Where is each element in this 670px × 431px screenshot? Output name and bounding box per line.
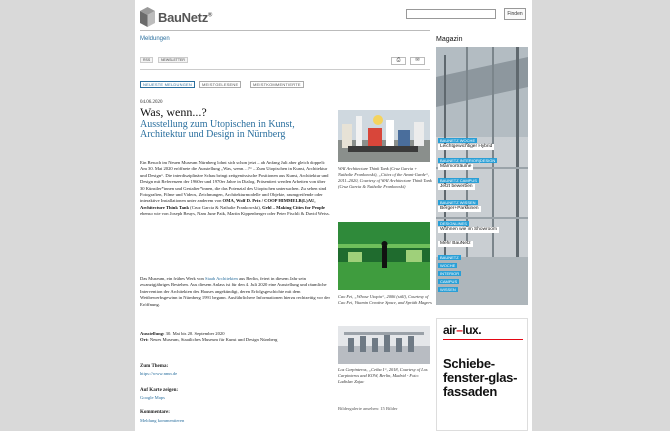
logo-wordmark: BauNetz® xyxy=(158,10,213,25)
search-button[interactable]: Finden xyxy=(504,8,526,20)
link-nmn[interactable]: https://www.nmn.de xyxy=(140,371,178,376)
link-staab-architekten[interactable]: Staab Architekten xyxy=(205,276,238,281)
header-divider xyxy=(140,30,430,31)
article-date: 04.06.2020 xyxy=(140,100,163,105)
magazin-heading: Magazin xyxy=(436,36,463,43)
rss-button[interactable]: RSS xyxy=(140,57,153,63)
article-paragraph-1: Ein Besuch im Neuen Museum Nürnberg lohnt sich schon jetzt – ab Anfang Juli aber gleich doppelt: Am 30. Mai 2020 eröffnete die Ausstellung „Was, wenn…?“ – Zum Utopischen in Kunst, Architektur und Design“. Die interdisziplinäre Schau bringt zeitgenössische Positionen aus Kunst, Architektur und Design mit Referenzen der 1960er und 1970er Jahre in Dialog. Präsentiert werden Arbeiten von über 30 Künstler*innen und Gestalter*innen, die das Potenzial des Utopischen untersuchen. Zu sehen sind Fotografien, Filme und Videos, Zeichnungen, Architekturmodelle und Objekte, raumgreifende oder interaktive Installationen unter anderem von OMA, Wolf D. Prix / COOP HIMMELB(L)AU, Architecture Think Tank (Cruz Garcia & Nathalie Frankowski), Gehl – Making Cities for People ebenso wie von Joseph Beuys, Nam June Paik, Martin Kippenberger oder Peter Fischli & David Weiss. xyxy=(140,160,330,217)
kommentare-label: Kommentare: xyxy=(140,410,170,415)
image-cao-fei[interactable] xyxy=(338,222,430,290)
ad-headline: Schiebe-fenster-glas-fassaden xyxy=(443,356,518,399)
link-google-maps[interactable]: Google Maps xyxy=(140,395,165,400)
thema-label: Zum Thema: xyxy=(140,364,169,369)
magazin-tag-campus[interactable]: BAUNETZ CAMPUS xyxy=(440,178,477,183)
caption-cao-fei: Cao Fei, „Whose Utopia“, 2006 (still), Courtesy of Cao Fei, Vitamin Creative Space, and Sprüth Magers xyxy=(338,294,432,305)
breadcrumb-meldungen[interactable]: Meldungen xyxy=(140,36,170,42)
magazin-title-bewerben[interactable]: Jetzt bewerben xyxy=(440,184,473,189)
link-kommentieren[interactable]: Meldung kommentieren xyxy=(140,418,185,423)
cube-icon xyxy=(140,7,155,27)
karte-label: Auf Karte zeigen: xyxy=(140,388,179,393)
magazin-title-marmor[interactable]: Marmorträume xyxy=(440,164,472,169)
exhibition-info: Ausstellung: 30. Mai bis 20. September 2020 Ort: Neues Museum, Staatliches Museum für Kunst und Design Nürnberg xyxy=(140,331,278,343)
tab-meistkommentierte[interactable]: MEISTKOMMENTIERTE xyxy=(250,81,304,88)
caption-los-carpinteros: Los Carpinteros, „Ceiba I“, 2018, Courtesy of Los Carpinteros and KOW, Berlin, Madrid - Foto: Ladislav Zajac xyxy=(338,367,428,384)
search-input[interactable] xyxy=(406,9,496,19)
article-headline: Was, wenn...? xyxy=(140,105,207,119)
magazin-title-hybrid[interactable]: Leichtgewichtiger Hybrid xyxy=(440,144,493,149)
magazin-tag-wissen[interactable]: BAUNETZ WISSEN xyxy=(440,200,476,205)
toolbar-divider xyxy=(140,69,430,70)
magazin-title-showroom[interactable]: Wohnen wie im Showroom xyxy=(440,227,497,232)
image-wai-think-tank[interactable] xyxy=(338,110,430,162)
magazin-link-interior[interactable]: INTERIOR xyxy=(440,271,460,276)
print-icon[interactable]: ⎙ xyxy=(391,57,406,65)
advertisement-air-lux[interactable] xyxy=(436,318,528,431)
caption-wai: WAI Architecture Think Tank (Cruz Garcia + Nathalie Frankowski), „Cities of the Avant-Garde“, 2011–2020, Courtesy of WAI Architecture Think Tank (Cruz Garcia & Nathalie Frankowski) xyxy=(338,166,432,189)
newsletter-button[interactable]: NEWSLETTER xyxy=(158,57,188,63)
magazin-title-berger[interactable]: Berger+Parkkinen xyxy=(440,206,479,211)
image-los-carpinteros[interactable] xyxy=(338,326,430,364)
magazin-link-campus[interactable]: CAMPUS xyxy=(440,279,458,284)
tab-meistgelesene[interactable]: MEISTGELESENE xyxy=(199,81,241,88)
tab-neueste-meldungen[interactable]: NEUESTE MELDUNGEN xyxy=(140,81,195,88)
magazin-tag-interior[interactable]: BAUNETZ INTERIOR|DESIGN xyxy=(440,158,496,163)
gallery-link[interactable]: Bildergalerie ansehen: 15 Bilder xyxy=(338,406,398,411)
magazin-link-baunetz[interactable]: BAUNETZ xyxy=(440,255,459,260)
magazin-tag-woche[interactable]: BAUNETZ WOCHE xyxy=(440,138,476,143)
ad-divider xyxy=(443,339,523,340)
ad-brand-logo: air–lux. xyxy=(443,323,482,337)
article-subhead: Ausstellung zum Utopischen in Kunst, Architektur und Design in Nürnberg xyxy=(140,119,295,140)
mehr-baunetz-link[interactable]: Mehr BauNetz xyxy=(440,241,471,246)
magazin-tag-designlines[interactable]: DESIGNLINES xyxy=(440,221,467,226)
mail-icon[interactable]: ✉ xyxy=(410,57,425,65)
article-paragraph-2: Das Museum, ein frühes Werk von Staab Architekten aus Berlin, feiert in diesem Jahr sein zwanzigjähriges Bestehen. Aus diesem Anlass ist für den 4. Juli 2020 eine Ausstellung und räumliche Intervention der Architekten des Hauses angekündigt, deren Erfolgsgeschichte mit dem Wettbewerbsgewinn in Nürnberg 1991 begann. Ausführlichere Informationen hierzu rechtzeitig vor der Eröffnung. xyxy=(140,276,330,307)
magazin-link-wissen[interactable]: WISSEN xyxy=(440,287,456,292)
magazin-link-woche[interactable]: WOCHE xyxy=(440,263,456,268)
baunetz-logo[interactable] xyxy=(140,7,220,29)
